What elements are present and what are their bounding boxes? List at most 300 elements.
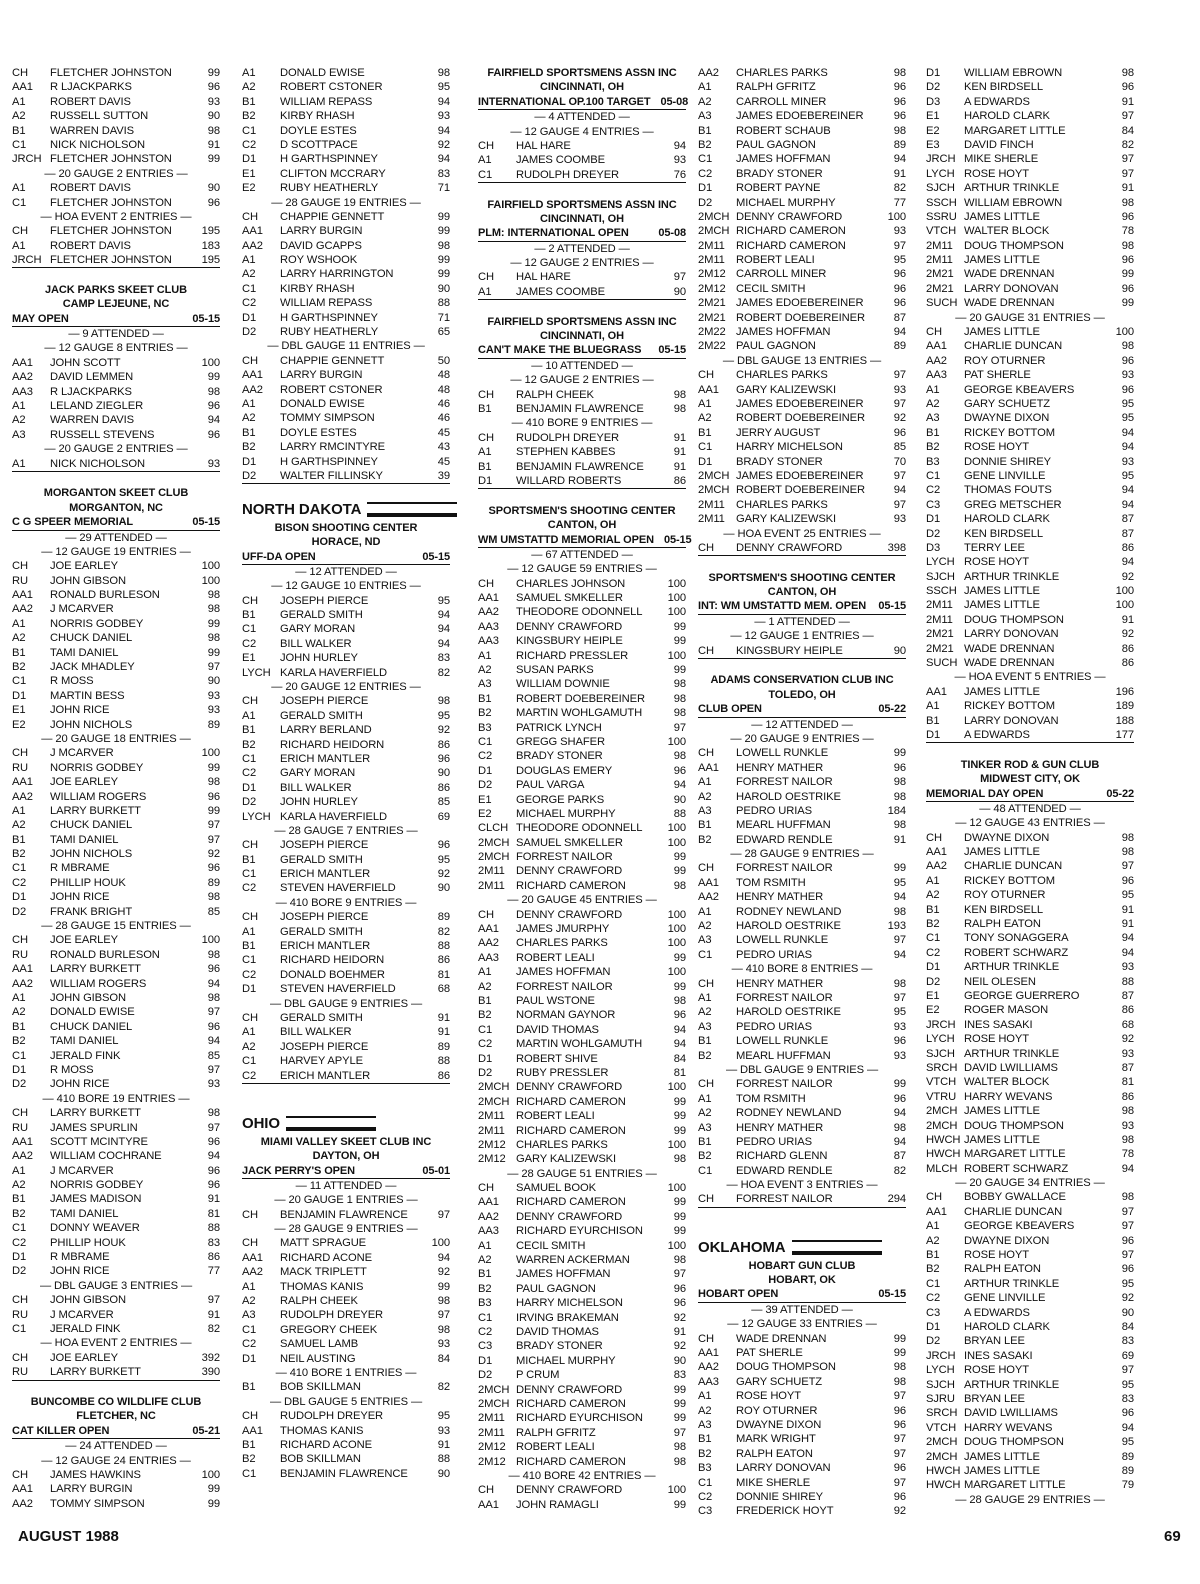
result-row bbox=[478, 1109, 686, 1123]
score: 83 bbox=[437, 652, 450, 665]
score: 89 bbox=[207, 718, 220, 731]
shooter-name: FORREST NAILOR bbox=[736, 862, 833, 875]
result-row bbox=[12, 588, 220, 602]
score: 90 bbox=[437, 882, 450, 895]
class-code: B1 bbox=[12, 124, 26, 137]
shooter-name: GARY KALIZEWSKI bbox=[516, 1153, 617, 1166]
class-code: 2MCH bbox=[926, 1450, 958, 1463]
shooter-name: JAMES LITTLE bbox=[964, 685, 1040, 698]
class-code: B2 bbox=[926, 918, 940, 931]
class-code: B1 bbox=[478, 995, 492, 1007]
shooter-name: GEORGE GUERRERO bbox=[964, 990, 1080, 1002]
score: 82 bbox=[437, 925, 450, 938]
event-subheading: — 24 ATTENDED — bbox=[65, 1440, 167, 1453]
class-code: A2 bbox=[698, 412, 712, 425]
event-subheading: — 28 GAUGE 9 ENTRIES — bbox=[274, 1223, 418, 1236]
shoot-name: PLM: INTERNATIONAL OPEN bbox=[478, 227, 629, 240]
result-row bbox=[478, 793, 686, 807]
shooter-name: HARVEY APYLE bbox=[280, 1055, 363, 1068]
shooter-name: THEODORE ODONNELL bbox=[516, 606, 643, 619]
event-subheading: — 12 GAUGE 43 ENTRIES — bbox=[955, 817, 1105, 830]
shooter-name: JAMES MADISON bbox=[50, 1193, 142, 1206]
class-code: 2M21 bbox=[926, 628, 954, 641]
score: 97 bbox=[1121, 860, 1134, 873]
score: 94 bbox=[673, 1023, 686, 1036]
shooter-name: MARTIN WOHLGAMUTH bbox=[516, 1038, 643, 1051]
score: 92 bbox=[673, 1340, 686, 1353]
club-heading: JACK PARKS SKEET CLUB bbox=[45, 283, 187, 296]
shooter-name: PHILLIP HOUK bbox=[50, 1236, 126, 1249]
state-rule bbox=[792, 1240, 882, 1255]
class-code: 2M11 bbox=[698, 254, 725, 267]
shooter-name: DONNIE SHIREY bbox=[736, 1490, 823, 1503]
score: 92 bbox=[1121, 628, 1134, 641]
result-row bbox=[242, 738, 450, 752]
score: 82 bbox=[207, 1322, 220, 1335]
result-row bbox=[926, 1478, 1134, 1492]
score: 97 bbox=[1121, 1364, 1134, 1377]
result-row bbox=[12, 80, 220, 94]
shooter-name: JAMES HOFFMAN bbox=[516, 966, 611, 979]
result-row bbox=[926, 570, 1134, 584]
result-row bbox=[926, 239, 1134, 253]
shooter-name: RICHARD EYURCHISON bbox=[516, 1225, 643, 1238]
class-code: D1 bbox=[242, 983, 257, 996]
score: 82 bbox=[437, 1381, 450, 1394]
score: 46 bbox=[437, 397, 450, 410]
score: 195 bbox=[201, 254, 220, 267]
class-code: CH bbox=[12, 67, 28, 79]
result-row bbox=[478, 749, 686, 763]
class-code: B1 bbox=[698, 1135, 712, 1148]
result-row bbox=[698, 775, 906, 789]
spacer bbox=[478, 489, 686, 503]
shooter-name: RICKEY BOTTOM bbox=[964, 426, 1055, 439]
score: 94 bbox=[207, 1035, 220, 1048]
class-code: LYCH bbox=[926, 1033, 955, 1046]
class-code: E1 bbox=[242, 167, 256, 180]
shoot-date: 05-01 bbox=[422, 1164, 450, 1177]
score: 177 bbox=[1115, 728, 1134, 741]
score: 98 bbox=[893, 1361, 906, 1374]
result-row bbox=[698, 210, 906, 224]
result-row bbox=[12, 95, 220, 109]
class-code: RU bbox=[12, 761, 28, 774]
shooter-name: KINGSBURY HEIPLE bbox=[736, 644, 843, 657]
score: 91 bbox=[1121, 613, 1134, 626]
result-row bbox=[478, 1455, 686, 1469]
shoot-date: 05-08 bbox=[660, 95, 689, 108]
shooter-name: LARRY DONOVAN bbox=[964, 282, 1059, 295]
class-code: CH bbox=[12, 1468, 28, 1481]
shooter-name: DOUG THOMPSON bbox=[964, 1119, 1064, 1132]
shooter-name: CHAPPIE GENNETT bbox=[280, 210, 385, 223]
shooter-name: HARRY WEVANS bbox=[964, 1090, 1053, 1103]
shooter-name: RICHARD CAMERON bbox=[516, 1124, 626, 1137]
result-row bbox=[698, 1476, 906, 1490]
shooter-name: DAVID LEMMEN bbox=[50, 371, 134, 384]
score: 98 bbox=[893, 67, 906, 79]
class-code: AA2 bbox=[242, 239, 263, 252]
class-code: 2M11 bbox=[698, 239, 725, 252]
score: 99 bbox=[673, 1412, 686, 1425]
shooter-name: RICHARD CAMERON bbox=[516, 1455, 626, 1468]
column-3 bbox=[478, 66, 692, 1512]
result-row bbox=[926, 469, 1134, 483]
score: 99 bbox=[673, 1110, 686, 1123]
score: 98 bbox=[207, 776, 220, 789]
score: 99 bbox=[207, 371, 220, 384]
shooter-name: RUDOLPH DREYER bbox=[280, 1309, 384, 1322]
score: 96 bbox=[673, 1009, 686, 1022]
class-code: CH bbox=[926, 831, 942, 844]
shooter-name: RODNEY NEWLAND bbox=[736, 905, 842, 918]
class-code: E2 bbox=[926, 1004, 940, 1017]
result-row bbox=[698, 512, 906, 526]
shooter-name: JOHN RICE bbox=[50, 1265, 110, 1278]
result-row bbox=[242, 608, 450, 622]
score: 98 bbox=[207, 385, 220, 398]
score: 89 bbox=[893, 138, 906, 151]
class-code: 2M11 bbox=[926, 254, 953, 267]
shoot-date: 05-15 bbox=[422, 550, 450, 563]
score: 65 bbox=[437, 326, 450, 339]
shooter-name: ARTHUR TRINKLE bbox=[964, 1378, 1060, 1391]
result-row bbox=[926, 397, 1134, 411]
score: 100 bbox=[667, 822, 686, 835]
result-row bbox=[926, 1334, 1134, 1348]
shooter-name: DENNY CRAWFORD bbox=[516, 908, 623, 921]
score: 98 bbox=[207, 632, 220, 645]
score: 392 bbox=[201, 1351, 220, 1364]
event-subheading: — 28 GAUGE 7 ENTRIES — bbox=[274, 824, 418, 837]
class-code: 2MCH bbox=[478, 1081, 510, 1094]
event-subheading: — 20 GAUGE 2 ENTRIES — bbox=[44, 443, 188, 456]
result-row bbox=[12, 1192, 220, 1206]
score: 86 bbox=[673, 474, 686, 487]
shooter-name: RUDOLPH DREYER bbox=[280, 1410, 384, 1423]
shooter-name: JAMES LITTLE bbox=[964, 1105, 1040, 1118]
class-code: AA1 bbox=[12, 1483, 33, 1496]
shooter-name: RALPH EATON bbox=[964, 1263, 1041, 1276]
class-code: B2 bbox=[478, 1009, 492, 1022]
score: 81 bbox=[1121, 1076, 1134, 1089]
shoot-title bbox=[12, 1424, 220, 1439]
shooter-name: PAT SHERLE bbox=[964, 369, 1031, 382]
result-row bbox=[698, 790, 906, 804]
result-row bbox=[12, 1308, 220, 1322]
shooter-name: MICHAEL MURPHY bbox=[516, 807, 616, 820]
class-code: AA2 bbox=[478, 937, 499, 950]
score: 99 bbox=[673, 865, 686, 878]
result-row bbox=[698, 109, 906, 123]
shooter-name: ARTHUR TRINKLE bbox=[964, 1047, 1060, 1060]
result-row bbox=[926, 1248, 1134, 1262]
result-row bbox=[12, 1468, 220, 1482]
shooter-name: DWAYNE DIXON bbox=[964, 412, 1050, 425]
result-row bbox=[242, 781, 450, 795]
score: 98 bbox=[673, 995, 686, 1007]
class-code: CH bbox=[12, 560, 28, 573]
result-row bbox=[698, 1346, 906, 1360]
shooter-name: DOUG THOMPSON bbox=[736, 1361, 836, 1374]
shooter-name: WILLARD ROBERTS bbox=[516, 474, 622, 487]
result-row bbox=[698, 167, 906, 181]
score: 98 bbox=[1121, 239, 1134, 252]
result-row bbox=[478, 1267, 686, 1281]
result-row bbox=[242, 354, 450, 368]
result-row bbox=[926, 167, 1134, 181]
result-row bbox=[926, 627, 1134, 641]
score: 99 bbox=[207, 1483, 220, 1496]
shooter-name: JOHN RICE bbox=[50, 1078, 110, 1091]
class-code: B2 bbox=[698, 1049, 712, 1062]
shooter-name: JAMES LITTLE bbox=[964, 1133, 1040, 1146]
score: 195 bbox=[201, 225, 220, 238]
score: 94 bbox=[1121, 1162, 1134, 1175]
score: 99 bbox=[893, 1332, 906, 1345]
score: 97 bbox=[893, 498, 906, 511]
class-code: JRCH bbox=[926, 153, 956, 166]
score: 97 bbox=[437, 1208, 450, 1221]
class-code: C1 bbox=[242, 282, 257, 295]
score: 193 bbox=[887, 920, 906, 933]
shooter-name: LARRY BURGIN bbox=[280, 225, 363, 238]
class-code: CH bbox=[698, 1078, 714, 1091]
page-number: 69 bbox=[1164, 1528, 1181, 1545]
shooter-name: DOUG THOMPSON bbox=[964, 1436, 1064, 1449]
class-code: D1 bbox=[242, 781, 257, 794]
class-code: A1 bbox=[242, 1026, 256, 1039]
shoot-title bbox=[478, 533, 692, 548]
class-code: D1 bbox=[242, 311, 257, 324]
event-subheading: — 4 ATTENDED — bbox=[534, 111, 630, 124]
result-row bbox=[926, 455, 1134, 469]
score: 97 bbox=[893, 934, 906, 947]
class-code: AA1 bbox=[242, 1424, 263, 1437]
score: 87 bbox=[1121, 990, 1134, 1002]
shooter-name: CHARLES PARKS bbox=[736, 67, 828, 79]
result-row bbox=[478, 591, 686, 605]
score: 97 bbox=[893, 239, 906, 252]
shooter-name: MACK TRIPLETT bbox=[280, 1266, 367, 1279]
class-code: A1 bbox=[478, 966, 492, 979]
result-row bbox=[12, 660, 220, 674]
shooter-name: WADE DRENNAN bbox=[964, 297, 1055, 310]
class-code: 2M12 bbox=[478, 1153, 506, 1166]
class-code: AA1 bbox=[12, 356, 33, 369]
class-code: HWCH bbox=[926, 1148, 961, 1161]
score: 98 bbox=[893, 1375, 906, 1388]
result-row bbox=[12, 1121, 220, 1135]
score: 100 bbox=[201, 1468, 220, 1481]
shooter-name: SAMUEL BOOK bbox=[516, 1182, 596, 1195]
result-row bbox=[478, 1210, 686, 1224]
result-row bbox=[926, 368, 1134, 382]
class-code: CH bbox=[242, 354, 258, 367]
club-heading: MORGANTON, NC bbox=[69, 501, 163, 514]
shooter-name: JOHN HURLEY bbox=[280, 796, 358, 809]
score: 98 bbox=[1121, 196, 1134, 209]
event-subheading: — 12 GAUGE 59 ENTRIES — bbox=[507, 563, 657, 576]
result-row bbox=[242, 1208, 450, 1222]
score: 95 bbox=[1121, 469, 1134, 482]
result-row bbox=[926, 1147, 1134, 1161]
score: 98 bbox=[893, 819, 906, 832]
class-code: SRCH bbox=[926, 1061, 958, 1074]
result-row bbox=[926, 1392, 1134, 1406]
score: 91 bbox=[437, 1012, 450, 1024]
class-code: A1 bbox=[12, 95, 26, 108]
class-code: JRCH bbox=[12, 153, 42, 166]
class-code: AA2 bbox=[698, 1361, 719, 1374]
result-row bbox=[926, 527, 1134, 541]
class-code: A2 bbox=[926, 889, 940, 902]
shooter-name: RONALD BURLESON bbox=[50, 589, 160, 602]
result-row bbox=[242, 368, 450, 382]
result-row bbox=[926, 714, 1134, 728]
shooter-name: ARTHUR TRINKLE bbox=[964, 182, 1060, 195]
shooter-name: CHARLIE DUNCAN bbox=[964, 1205, 1063, 1218]
shooter-name: LARRY DONOVAN bbox=[964, 628, 1059, 641]
event-subheading: — 28 GAUGE 9 ENTRIES — bbox=[730, 848, 874, 861]
class-code: B1 bbox=[242, 940, 256, 953]
result-row bbox=[242, 1294, 450, 1308]
shooter-name: PEDRO URIAS bbox=[736, 1020, 812, 1033]
result-row bbox=[12, 948, 220, 962]
score: 94 bbox=[1121, 484, 1134, 497]
result-row bbox=[478, 649, 686, 663]
score: 93 bbox=[207, 457, 220, 470]
club-heading: FLETCHER, NC bbox=[76, 1410, 156, 1423]
class-code: A2 bbox=[12, 110, 26, 123]
score: 82 bbox=[1121, 138, 1134, 151]
result-row bbox=[242, 1280, 450, 1294]
class-code: C2 bbox=[12, 876, 27, 889]
class-code: AA1 bbox=[12, 776, 33, 789]
class-code: C1 bbox=[242, 752, 257, 765]
shooter-name: HAROLD OESTRIKE bbox=[736, 790, 841, 803]
result-row bbox=[12, 457, 220, 472]
score: 94 bbox=[673, 139, 686, 152]
class-code: AA2 bbox=[926, 860, 947, 873]
result-row bbox=[698, 469, 906, 483]
score: 83 bbox=[1121, 1392, 1134, 1405]
shooter-name: DENNY CRAWFORD bbox=[516, 620, 623, 633]
state-name: NORTH DAKOTA bbox=[242, 500, 362, 518]
class-code: HWCH bbox=[926, 1464, 961, 1477]
score: 98 bbox=[673, 1455, 686, 1468]
club-heading: BUNCOMBE CO WILDLIFE CLUB bbox=[30, 1395, 202, 1408]
result-row bbox=[478, 1023, 686, 1037]
shooter-name: ROBERT CSTONER bbox=[280, 81, 383, 94]
class-code: C2 bbox=[698, 167, 713, 180]
shooter-name: HAL HARE bbox=[516, 139, 571, 152]
class-code: B2 bbox=[698, 1447, 712, 1460]
score: 94 bbox=[893, 484, 906, 497]
result-row bbox=[926, 931, 1134, 945]
shooter-name: BRADY STONER bbox=[516, 1340, 603, 1353]
result-row bbox=[478, 402, 686, 416]
class-code: A1 bbox=[926, 1220, 940, 1233]
score: 94 bbox=[673, 779, 686, 792]
shooter-name: PEDRO URIAS bbox=[736, 948, 812, 961]
score: 94 bbox=[1121, 932, 1134, 945]
shooter-name: BRYAN LEE bbox=[964, 1392, 1025, 1405]
class-code: CH bbox=[242, 1012, 258, 1024]
score: 92 bbox=[673, 1311, 686, 1324]
score: 94 bbox=[1121, 426, 1134, 439]
score: 97 bbox=[207, 1121, 220, 1134]
result-row bbox=[698, 426, 906, 440]
result-row bbox=[12, 833, 220, 847]
result-row bbox=[242, 383, 450, 397]
class-code: C1 bbox=[698, 441, 713, 454]
score: 87 bbox=[1121, 1061, 1134, 1074]
class-code: AA3 bbox=[698, 1375, 719, 1388]
shooter-name: JAMES HOFFMAN bbox=[516, 1268, 611, 1281]
result-row bbox=[478, 1411, 686, 1425]
score: 98 bbox=[673, 1441, 686, 1454]
shooter-name: HAROLD CLARK bbox=[964, 513, 1050, 526]
shooter-name: JAMES EDOEBEREINER bbox=[736, 469, 864, 482]
class-code: B1 bbox=[698, 124, 712, 137]
shooter-name: DOYLE ESTES bbox=[280, 124, 357, 137]
score: 100 bbox=[1115, 585, 1134, 598]
shooter-name: DOUGLAS EMERY bbox=[516, 764, 613, 777]
score: 86 bbox=[437, 1069, 450, 1082]
class-code: AA3 bbox=[478, 1225, 499, 1238]
club-heading: CANTON, OH bbox=[767, 586, 837, 599]
score: 89 bbox=[207, 876, 220, 889]
result-row bbox=[478, 1296, 686, 1310]
shooter-name: TAMI DANIEL bbox=[50, 1035, 119, 1048]
result-row bbox=[698, 1375, 906, 1389]
class-code: CH bbox=[926, 1191, 942, 1204]
score: 98 bbox=[1121, 340, 1134, 353]
class-code: A2 bbox=[926, 1234, 940, 1247]
shooter-name: CHAPPIE GENNETT bbox=[280, 354, 385, 367]
result-row bbox=[698, 498, 906, 512]
score: 88 bbox=[437, 940, 450, 953]
shooter-name: WARREN DAVIS bbox=[50, 124, 134, 137]
result-row bbox=[926, 1291, 1134, 1305]
shooter-name: R LJACKPARKS bbox=[50, 81, 132, 94]
score: 98 bbox=[207, 948, 220, 961]
score: 99 bbox=[207, 761, 220, 774]
class-code: B2 bbox=[698, 138, 712, 151]
class-code: B2 bbox=[478, 707, 492, 720]
shooter-name: JAMES JMURPHY bbox=[516, 923, 610, 936]
shooter-name: JAMES LITTLE bbox=[964, 599, 1040, 612]
shooter-name: BOB SKILLMAN bbox=[280, 1453, 361, 1466]
class-code: C2 bbox=[12, 1236, 27, 1249]
result-row bbox=[926, 1205, 1134, 1219]
class-code: C2 bbox=[242, 1338, 257, 1351]
class-code: C1 bbox=[12, 1322, 27, 1335]
result-row bbox=[698, 1092, 906, 1106]
score: 93 bbox=[1121, 1047, 1134, 1060]
shooter-name: MEARL HUFFMAN bbox=[736, 1049, 831, 1062]
shooter-name: LOWELL RUNKLE bbox=[736, 747, 829, 760]
score: 68 bbox=[437, 983, 450, 996]
result-row bbox=[698, 948, 906, 962]
class-code: SJCH bbox=[926, 570, 955, 583]
score: 95 bbox=[1121, 412, 1134, 425]
score: 43 bbox=[437, 441, 450, 454]
score: 94 bbox=[893, 1135, 906, 1148]
result-row bbox=[12, 1207, 220, 1221]
